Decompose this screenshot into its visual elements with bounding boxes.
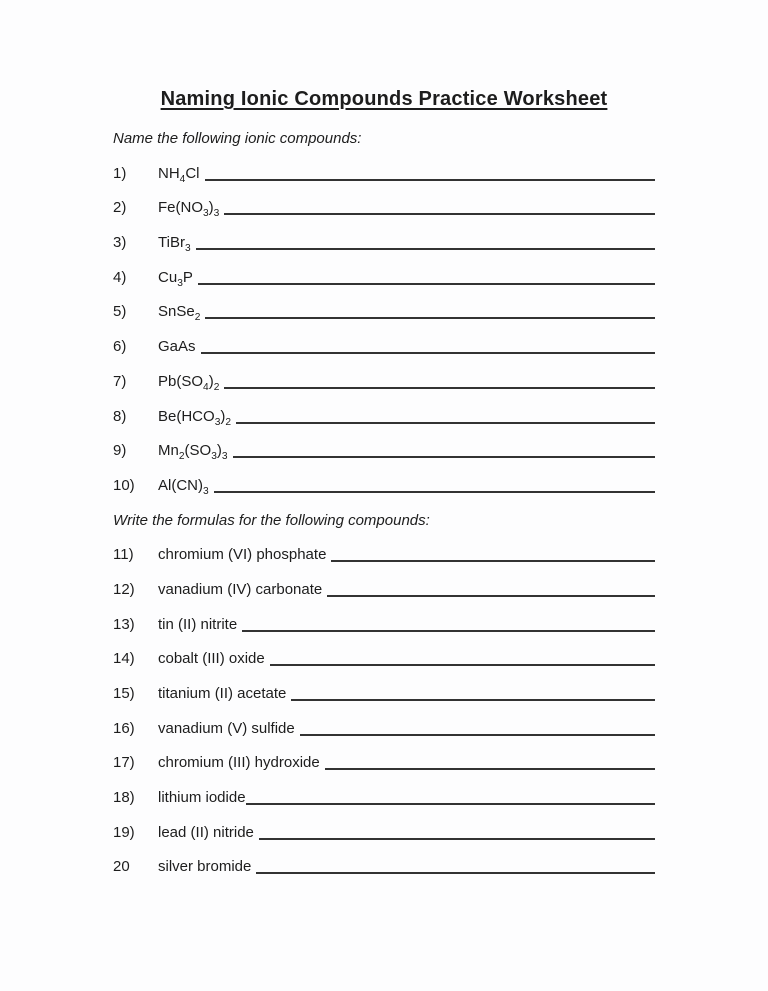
answer-blank — [331, 560, 655, 562]
item-number: 5) — [113, 303, 127, 321]
item-number: 11) — [113, 546, 134, 564]
worksheet-item-16 — [113, 711, 655, 746]
item-formula: $Al(CN)_3$ — [158, 476, 209, 497]
item-compound-name: vanadium (V) sulfide — [158, 719, 295, 737]
item-compound-name: chromium (III) hydroxide — [158, 754, 320, 772]
worksheet-item-7 — [113, 364, 655, 399]
answer-blank — [242, 630, 655, 632]
answer-blank — [198, 283, 655, 285]
item-formula: $Pb(SO_4)_2$ — [158, 372, 220, 393]
worksheet-item-15 — [113, 676, 655, 711]
answer-blank — [205, 179, 655, 181]
worksheet-item-5 — [113, 294, 655, 329]
item-number: 19) — [113, 823, 135, 841]
worksheet-item-20 — [113, 849, 655, 884]
item-number: 20 — [113, 858, 130, 876]
answer-blank — [224, 387, 655, 389]
item-number: 9) — [113, 442, 127, 460]
item-compound-name: vanadium (IV) carbonate — [158, 580, 323, 598]
section2-heading-row — [113, 503, 655, 538]
answer-blank — [214, 491, 655, 493]
item-number: 14) — [113, 650, 135, 668]
worksheet-item-3 — [113, 225, 655, 260]
item-formula: TiBr$_3$ — [158, 234, 191, 255]
worksheet-item-10 — [113, 468, 655, 503]
item-formula: $NH_4Cl$ — [158, 164, 200, 185]
worksheet-item-17 — [113, 745, 655, 780]
item-number: 3) — [113, 234, 127, 252]
worksheet-item-4 — [113, 260, 655, 295]
item-number: 15) — [113, 685, 135, 702]
item-number: 12) — [113, 580, 135, 598]
answer-blank — [233, 456, 655, 458]
item-compound-name: cobalt (III) oxide — [158, 650, 265, 668]
worksheet-item-14 — [113, 641, 655, 676]
item-formula: SnSe$_2$ — [158, 303, 201, 324]
item-compound-name: silver bromide — [158, 858, 252, 876]
section1-heading: Name the following ionic compounds: — [113, 130, 362, 147]
answer-blank — [327, 595, 655, 597]
answer-blank — [246, 803, 655, 805]
worksheet-item-12 — [113, 572, 655, 607]
item-formula: GaAs — [158, 338, 196, 356]
worksheet-body — [113, 121, 655, 884]
answer-blank — [205, 317, 655, 319]
item-formula: $Be(HCO_3)_2$ — [158, 407, 232, 428]
item-compound-name: lead (II) nitride — [158, 823, 254, 841]
item-compound-name: titanium (II) acetate — [158, 685, 287, 702]
item-compound-name: lithium iodide — [158, 789, 246, 807]
item-compound-name: tin (II) nitrite — [158, 615, 238, 633]
answer-blank — [256, 872, 655, 874]
item-formula: $Cu_3P$ — [158, 268, 193, 289]
item-formula: $Mn_2(SO_3)_3$ — [158, 442, 228, 463]
item-compound-name: chromium (VI) phosphate — [158, 546, 327, 564]
item-number: 8) — [113, 407, 127, 425]
answer-blank — [270, 664, 655, 666]
worksheet-item-1 — [113, 156, 655, 191]
worksheet-item-13 — [113, 607, 655, 642]
item-number: 2) — [113, 199, 127, 217]
worksheet-item-8 — [113, 399, 655, 434]
item-number: 4) — [113, 268, 127, 286]
item-formula: $Fe(NO_3)_3$ — [158, 199, 220, 220]
item-number: 10) — [113, 476, 135, 494]
item-number: 7) — [113, 372, 127, 390]
answer-blank — [201, 352, 655, 354]
answer-blank — [291, 699, 655, 701]
answer-blank — [300, 734, 655, 736]
worksheet-item-18 — [113, 780, 655, 815]
answer-blank — [224, 213, 655, 215]
worksheet-item-11 — [113, 537, 655, 572]
item-number: 18) — [113, 789, 135, 807]
answer-blank — [259, 838, 655, 840]
item-number: 6) — [113, 338, 127, 356]
answer-blank — [236, 422, 655, 424]
item-number: 1) — [113, 164, 127, 182]
page-title: Naming Ionic Compounds Practice Worksheet — [160, 88, 608, 110]
worksheet-item-9 — [113, 433, 655, 468]
item-number: 13) — [113, 615, 135, 633]
item-number: 17) — [113, 754, 135, 772]
answer-blank — [325, 768, 655, 770]
answer-blank — [196, 248, 655, 250]
section2-heading: Write the formulas for the following compounds: — [113, 511, 430, 529]
section1-heading-row — [113, 121, 655, 156]
item-number: 16) — [113, 719, 135, 737]
worksheet-item-2 — [113, 190, 655, 225]
worksheet-item-19 — [113, 815, 655, 850]
worksheet-item-6 — [113, 329, 655, 364]
